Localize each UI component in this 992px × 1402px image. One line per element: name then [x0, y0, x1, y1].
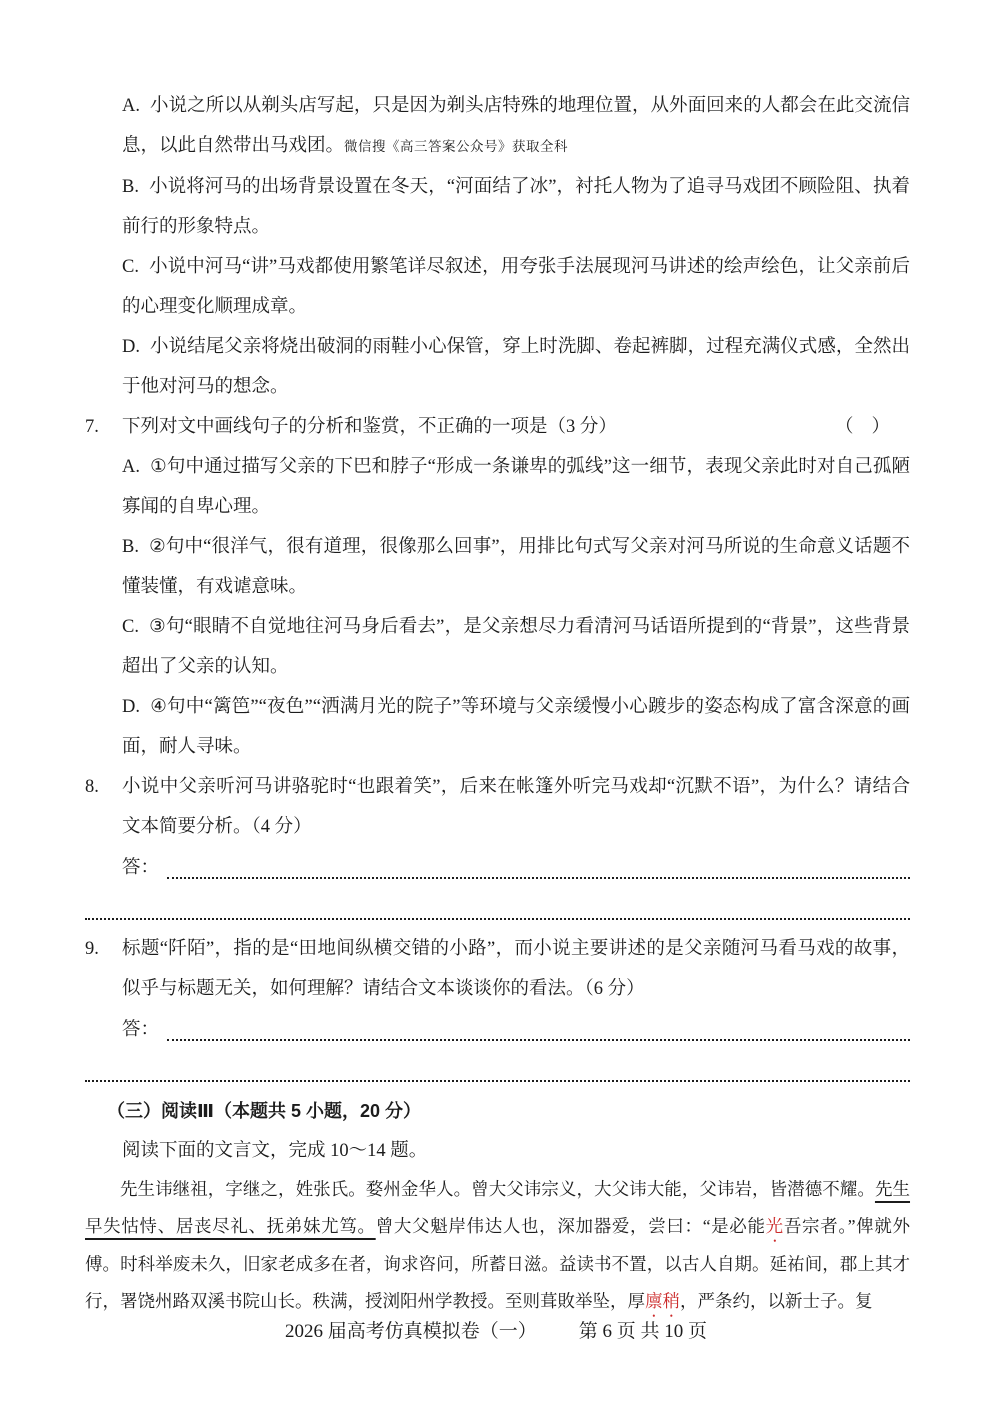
- answer-bracket: （）: [834, 417, 908, 437]
- option-label: B.: [122, 177, 139, 197]
- answer-label: 答：: [122, 1020, 160, 1040]
- q6-option-a: [85, 86, 910, 167]
- q6-option-d: [85, 327, 910, 407]
- option-text: ③句“眼睛不自觉地往河马身后看去”，是父亲想尽力看清河马话语所提到的“背景”，这些背景超出了父亲的认知。: [122, 617, 910, 677]
- q8-answer-line-2: [85, 888, 910, 929]
- option-label: D.: [122, 337, 140, 357]
- q8-answer-line-1: [85, 847, 910, 888]
- question-stem: 标题“阡陌”，指的是“田地间纵横交错的小路”，而小说主要讲述的是父亲随河马看马戏的故事，似乎与标题无关，如何理解？请结合文本谈谈你的看法。（6 分）: [122, 939, 910, 999]
- option-label: D.: [122, 697, 140, 717]
- watermark-text: 微信搜《高三答案公众号》获取全科: [344, 139, 569, 154]
- page-footer: [0, 1312, 992, 1352]
- option-text: ④句中“篱笆”“夜色”“洒满月光的院子”等环境与父亲缓慢小心踱步的姿态构成了富含深意的画面，耐人寻味。: [122, 697, 910, 757]
- passage-emphasized-char: 光: [765, 1216, 784, 1236]
- section-3-heading: （三）阅读Ⅲ（本题共 5 小题，20 分）: [107, 1101, 422, 1121]
- q6-option-b: [85, 167, 910, 247]
- q7-option-a: [85, 447, 910, 527]
- q6-option-c: [85, 247, 910, 327]
- option-label: C.: [122, 617, 139, 637]
- question-stem: 下列对文中画线句子的分析和鉴赏，不正确的一项是（3 分）: [122, 417, 617, 437]
- passage-text: 吾宗者。”俾就外傅。时科举废未久，旧家老成多在者，询求咨问，所蓄日滋。益读书不置，以古人自期。延祐间，郡上其才行，署饶州路双溪书院山长。秩满，授浏阳州学教授。至则葺敗举坠，厚: [85, 1216, 910, 1311]
- answer-label: 答：: [122, 858, 160, 878]
- exam-page: [85, 86, 910, 1321]
- answer-dotted-line: [167, 877, 910, 879]
- option-text: ①句中通过描写父亲的下巴和脖子“形成一条谦卑的弧线”这一细节，表现父亲此时对自己孤陋寡闻的自卑心理。: [122, 457, 910, 517]
- question-stem: 小说中父亲听河马讲骆驼时“也跟着笑”，后来在帐篷外听完马戏却“沉默不语”，为什么？请结合文本简要分析。（4 分）: [122, 777, 910, 837]
- passage-text: 曾大父魁岸伟达人也，深加器爱，尝曰：“是必能: [375, 1216, 766, 1236]
- option-label: A.: [122, 457, 140, 477]
- question-number: 9.: [85, 939, 99, 959]
- option-label: A.: [122, 96, 140, 116]
- passage-underlined-sentence: 先生早失怙恃、居丧尽礼、抚弟妹尤笃。: [85, 1179, 911, 1236]
- passage-text: ，严条约，以新士子。复: [680, 1291, 873, 1311]
- footer-title: 2026 届高考仿真模拟卷（一）: [284, 1321, 537, 1342]
- question-number: 8.: [85, 777, 99, 797]
- answer-dotted-line: [85, 918, 910, 920]
- question-7: [85, 407, 910, 447]
- option-text: 小说之所以从剃头店写起，只是因为剃头店特殊的地理位置，从外面回来的人都会在此交流信息，以此自然带出马戏团。: [122, 96, 910, 156]
- footer-page-info: 第 6 页 共 10 页: [578, 1321, 708, 1342]
- section-3-instruction: 阅读下面的文言文，完成 10～14 题。: [122, 1141, 428, 1161]
- question-9: [85, 929, 910, 1009]
- option-text: 小说将河马的出场背景设置在冬天，“河面结了冰”，衬托人物为了追寻马戏团不顾险阻、执着前行的形象特点。: [122, 177, 910, 237]
- option-text: 小说结尾父亲将烧出破洞的雨鞋小心保管，穿上时洗脚、卷起裤脚，过程充满仪式感，全然出于他对河马的想念。: [122, 337, 910, 397]
- q9-answer-line-1: [85, 1009, 910, 1050]
- option-text: 小说中河马“讲”马戏都使用繁笔详尽叙述，用夸张手法展现河马讲述的绘声绘色，让父亲前后的心理变化顺理成章。: [122, 257, 910, 317]
- q9-answer-line-2: [85, 1050, 910, 1091]
- q7-option-b: [85, 527, 910, 607]
- answer-dotted-line: [167, 1039, 910, 1041]
- question-8: [85, 767, 910, 847]
- passage-emphasized-word: 廪稍: [645, 1291, 680, 1311]
- option-label: B.: [122, 537, 139, 557]
- q7-option-d: [85, 687, 910, 767]
- classical-passage: [85, 1171, 910, 1321]
- answer-dotted-line: [85, 1080, 910, 1082]
- option-text: ②句中“很洋气，很有道理，很像那么回事”，用排比句式写父亲对河马所说的生命意义话题不懂装懂，有戏谑意味。: [122, 537, 910, 597]
- q7-option-c: [85, 607, 910, 687]
- option-label: C.: [122, 257, 139, 277]
- question-number: 7.: [85, 417, 99, 437]
- passage-text: 先生讳继祖，字继之，姓张氏。婺州金华人。曾大父讳宗义，大父讳大能，父讳岩，皆潜德不耀。: [120, 1179, 875, 1199]
